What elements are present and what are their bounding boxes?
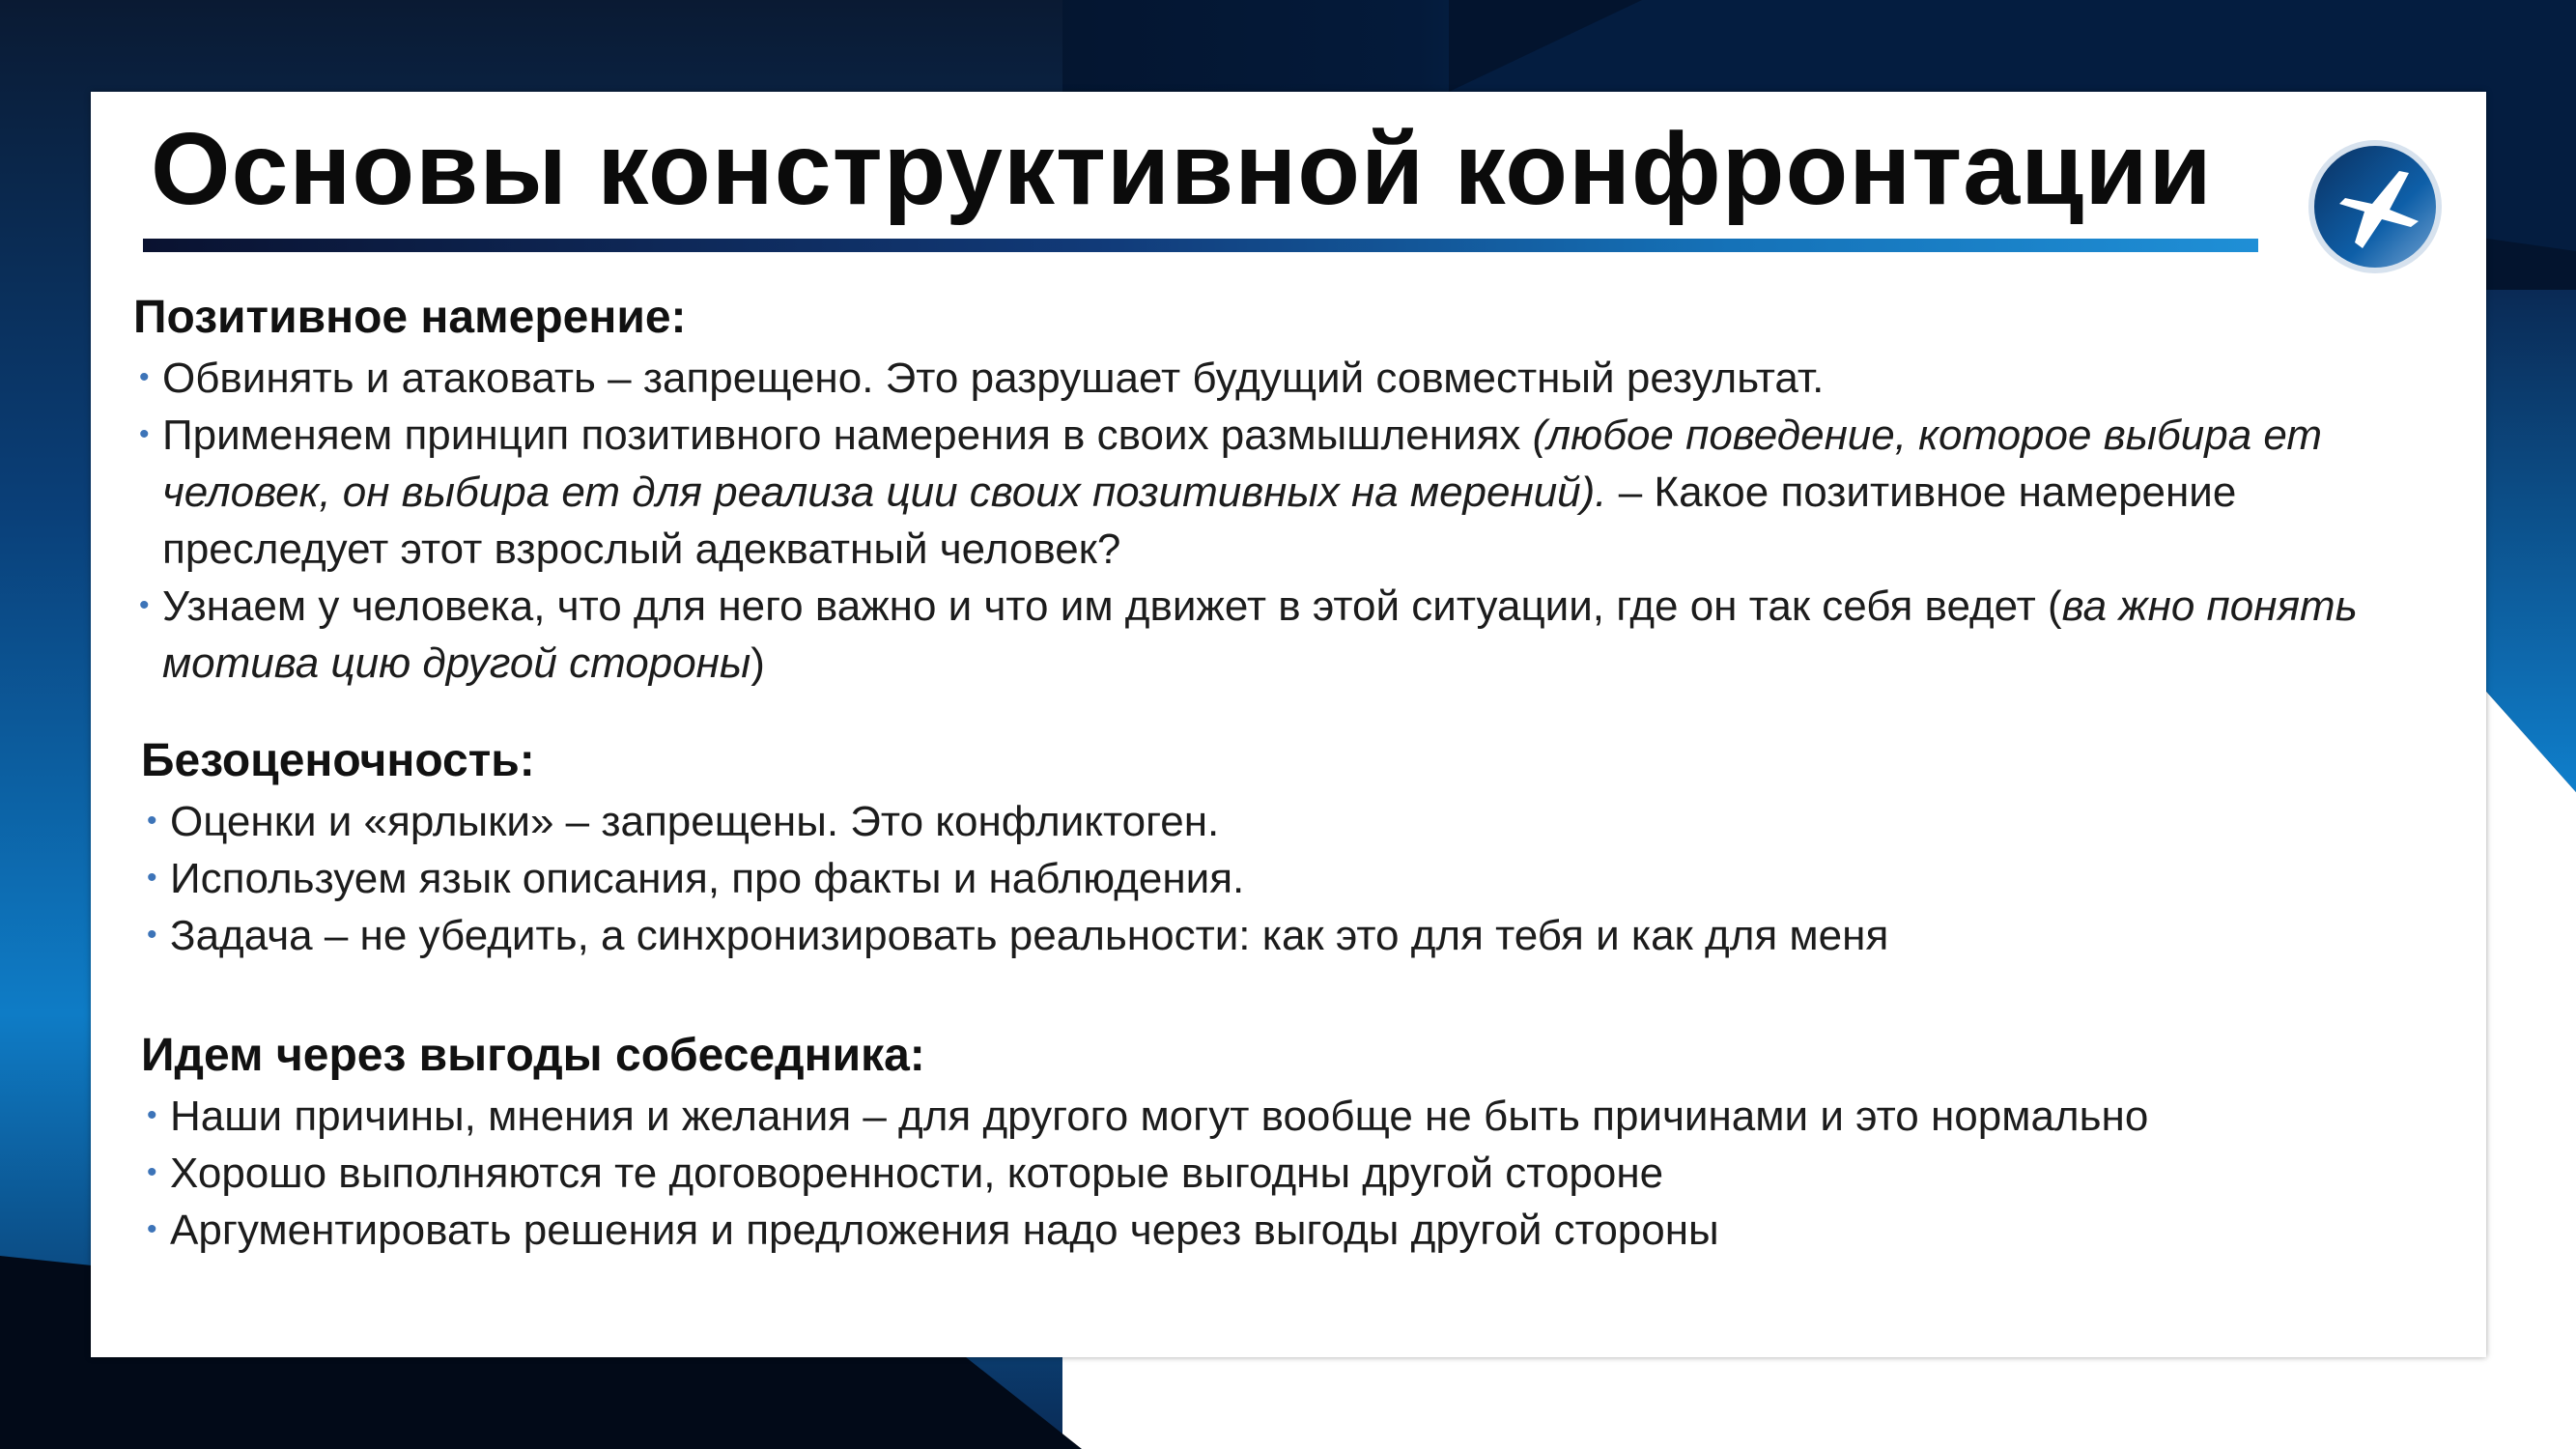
bullet-dot-icon: •: [147, 805, 157, 837]
bullet-dot-icon: •: [147, 919, 157, 951]
airplane-logo-icon: [2303, 134, 2448, 279]
bullet-dot-icon: •: [147, 1156, 157, 1188]
bullet-dot-icon: •: [139, 418, 150, 450]
bullet-dot-icon: •: [139, 361, 150, 393]
list-item: • Оценки и «ярлыки» – запрещены. Это конфликтоген.: [147, 798, 1220, 845]
section-partner-benefits: [141, 1029, 2440, 1259]
bullet-dot-icon: •: [147, 862, 157, 894]
section-heading: Позитивное намерение:: [133, 292, 687, 343]
section-non-judgment: [141, 734, 2440, 964]
bullet-dot-icon: •: [147, 1099, 157, 1131]
slide-card: [91, 92, 2486, 1357]
list-item: • Обвинять и атаковать – запрещено. Это разрушает будущий совместный результат.: [139, 355, 1825, 402]
list-item: • Аргументировать решения и предложения надо через выгоды другой стороны: [147, 1207, 1719, 1254]
list-item: • Хорошо выполняются те договоренности, которые выгодны другой стороне: [147, 1150, 1664, 1197]
italic-note: (любое поведение, которое выбира ет человек, он выбира ет для реализа ции своих позитивных на мерений).: [162, 412, 2323, 516]
list-item: • Применяем принцип позитивного намерения в своих размышлениях (любое поведение, которое выбира ет человек, он выбира ет для реализа ции своих позитивных на мерений). – Какое позитивное намерение преследует этот взрослый адекватный человек?: [139, 412, 2323, 573]
list-item: • Узнаем у человека, что для него важно и что им движет в этой ситуации, где он так себя ведет (ва жно понять мотива цию другой стороны): [139, 582, 2358, 687]
section-heading: Безоценочность:: [141, 735, 535, 786]
title-underline: [143, 239, 2258, 252]
bullet-dot-icon: •: [147, 1213, 157, 1245]
section-heading: Идем через выгоды собеседника:: [141, 1030, 925, 1081]
slide-title: Основы конструктивной конфронтации: [151, 112, 2213, 226]
list-item: • Задача – не убедить, а синхронизировать реальности: как это для тебя и как для меня: [147, 912, 1889, 959]
list-item: • Наши причины, мнения и желания – для другого могут вообще не быть причинами и это нормально: [147, 1093, 2149, 1140]
section-positive-intent: [133, 291, 2432, 692]
list-item: • Используем язык описания, про факты и наблюдения.: [147, 855, 1245, 902]
italic-note: ва жно понять мотива цию другой стороны: [162, 582, 2358, 687]
bullet-dot-icon: •: [139, 589, 150, 621]
